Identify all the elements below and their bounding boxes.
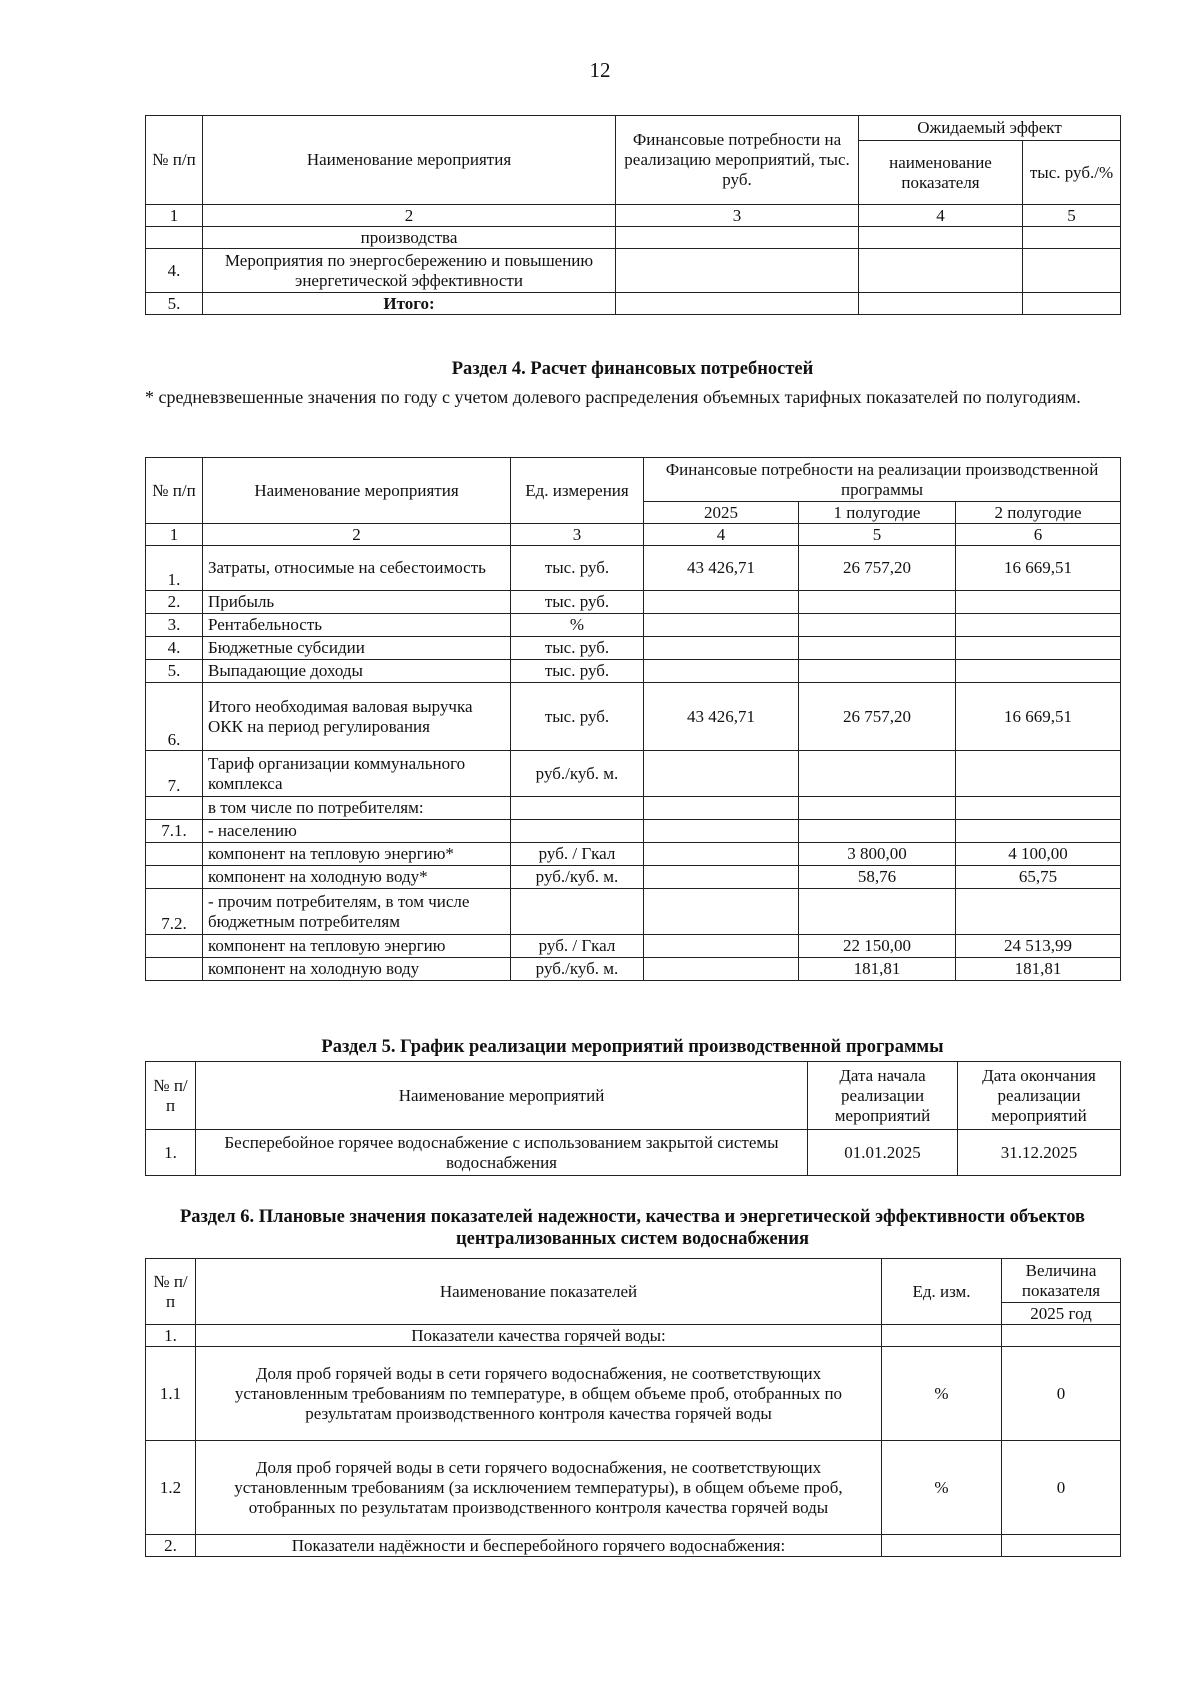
row-name: производства <box>203 227 616 249</box>
col-number: 2 <box>203 205 616 227</box>
row-num: 7.2. <box>146 889 203 935</box>
header-name: Наименование показателей <box>196 1259 882 1325</box>
cell-empty <box>859 227 1023 249</box>
cell-empty <box>1023 227 1121 249</box>
row-unit: % <box>882 1441 1002 1535</box>
row-unit: руб. / Гкал <box>511 843 644 866</box>
col-number: 4 <box>859 205 1023 227</box>
row-half2: 4 100,00 <box>956 843 1121 866</box>
row-half1: 181,81 <box>799 958 956 981</box>
table-row <box>146 293 1121 315</box>
row-num <box>146 958 203 981</box>
header-name: Наименование мероприятий <box>196 1062 808 1130</box>
table-row <box>146 637 1121 660</box>
row-start-date: 01.01.2025 <box>808 1130 958 1176</box>
col-number: 3 <box>616 205 859 227</box>
table-schedule <box>145 1061 1121 1176</box>
header-num: № п/п <box>146 116 203 205</box>
row-name: Доля проб горячей воды в сети горячего водоснабжения, не соответствующих установленным требованиям по температуре, в общем объеме проб, отобранных по результатам производственного контроля качества горячей воды <box>196 1347 882 1441</box>
row-half1 <box>799 889 956 935</box>
row-name: Рентабельность <box>203 614 511 637</box>
row-unit: % <box>882 1347 1002 1441</box>
row-half2 <box>956 660 1121 683</box>
row-num: 7.1. <box>146 820 203 843</box>
cell-empty <box>616 249 859 293</box>
table-row <box>146 1535 1121 1557</box>
row-name: - прочим потребителям, в том числе бюджетным потребителям <box>203 889 511 935</box>
row-unit: руб./куб. м. <box>511 751 644 797</box>
table-row <box>146 751 1121 797</box>
row-2025 <box>644 660 799 683</box>
row-half1 <box>799 820 956 843</box>
row-half1: 26 757,20 <box>799 683 956 751</box>
row-name: компонент на тепловую энергию* <box>203 843 511 866</box>
row-half1: 3 800,00 <box>799 843 956 866</box>
row-unit <box>882 1535 1002 1557</box>
col-number: 1 <box>146 205 203 227</box>
col-number: 1 <box>146 524 203 546</box>
row-value: 0 <box>1002 1441 1121 1535</box>
table-row <box>146 1130 1121 1176</box>
row-2025 <box>644 797 799 820</box>
row-half2 <box>956 889 1121 935</box>
row-half1 <box>799 637 956 660</box>
row-total-label: Итого: <box>203 293 616 315</box>
row-unit: тыс. руб. <box>511 660 644 683</box>
header-unit: Ед. изм. <box>882 1259 1002 1325</box>
row-name: Итого необходимая валовая выручка ОКК на период регулирования <box>203 683 511 751</box>
cell-empty <box>859 293 1023 315</box>
row-unit <box>511 820 644 843</box>
row-half2: 16 669,51 <box>956 546 1121 591</box>
row-half1: 22 150,00 <box>799 935 956 958</box>
table-row <box>146 1325 1121 1347</box>
header-unit: Ед. измерения <box>511 458 644 524</box>
row-unit: руб./куб. м. <box>511 958 644 981</box>
row-half1 <box>799 614 956 637</box>
row-unit <box>882 1325 1002 1347</box>
row-num: 4. <box>146 637 203 660</box>
table-row <box>146 660 1121 683</box>
row-name: компонент на холодную воду <box>203 958 511 981</box>
row-half1 <box>799 591 956 614</box>
cell-empty <box>859 249 1023 293</box>
row-num: 6. <box>146 683 203 751</box>
row-name: Бесперебойное горячее водоснабжение с использованием закрытой системы водоснабжения <box>196 1130 808 1176</box>
row-name: Выпадающие доходы <box>203 660 511 683</box>
row-half2: 65,75 <box>956 866 1121 889</box>
row-name: Затраты, относимые на себестоимость <box>203 546 511 591</box>
table-row <box>146 546 1121 591</box>
col-number: 6 <box>956 524 1121 546</box>
cell-empty <box>1023 249 1121 293</box>
row-name: компонент на тепловую энергию <box>203 935 511 958</box>
header-name: Наименование мероприятия <box>203 458 511 524</box>
col-number: 4 <box>644 524 799 546</box>
table-row <box>146 935 1121 958</box>
row-num: 1. <box>146 1130 196 1176</box>
row-half2 <box>956 637 1121 660</box>
row-2025 <box>644 591 799 614</box>
row-2025 <box>644 889 799 935</box>
header-half2: 2 полугодие <box>956 502 1121 524</box>
row-unit: % <box>511 614 644 637</box>
table-row <box>146 820 1121 843</box>
row-unit: руб. / Гкал <box>511 935 644 958</box>
row-unit: тыс. руб. <box>511 683 644 751</box>
header-finance: Финансовые потребности на реализацию мероприятий, тыс. руб. <box>616 116 859 205</box>
row-value <box>1002 1325 1121 1347</box>
table-row <box>146 958 1121 981</box>
row-2025: 43 426,71 <box>644 683 799 751</box>
row-value: 0 <box>1002 1347 1121 1441</box>
table-row <box>146 1347 1121 1441</box>
row-num <box>146 227 203 249</box>
row-half1: 58,76 <box>799 866 956 889</box>
row-name: - населению <box>203 820 511 843</box>
header-num: № п/п <box>146 1259 196 1325</box>
col-number: 5 <box>1023 205 1121 227</box>
row-num <box>146 843 203 866</box>
table-row <box>146 683 1121 751</box>
header-name: Наименование мероприятия <box>203 116 616 205</box>
row-half1 <box>799 751 956 797</box>
row-unit <box>511 889 644 935</box>
row-2025 <box>644 958 799 981</box>
row-half2 <box>956 797 1121 820</box>
row-num: 1. <box>146 546 203 591</box>
table-row <box>146 227 1121 249</box>
table-row <box>146 591 1121 614</box>
table-measures-continued <box>145 115 1121 315</box>
section5-title: Раздел 5. График реализации мероприятий производственной программы <box>321 1037 944 1057</box>
row-num <box>146 866 203 889</box>
header-num: № п/п <box>146 458 203 524</box>
row-value <box>1002 1535 1121 1557</box>
row-half1: 26 757,20 <box>799 546 956 591</box>
row-num <box>146 935 203 958</box>
row-2025 <box>644 866 799 889</box>
row-num: 3. <box>146 614 203 637</box>
row-half2: 24 513,99 <box>956 935 1121 958</box>
row-num: 2. <box>146 591 203 614</box>
table-indicators <box>145 1258 1121 1557</box>
row-num: 1.2 <box>146 1441 196 1535</box>
table-financial-needs <box>145 457 1121 981</box>
header-num: № п/п <box>146 1062 196 1130</box>
row-half1 <box>799 660 956 683</box>
table-row <box>146 1441 1121 1535</box>
row-end-date: 31.12.2025 <box>958 1130 1121 1176</box>
row-unit: тыс. руб. <box>511 546 644 591</box>
header-year: 2025 год <box>1002 1303 1121 1325</box>
table-row <box>146 797 1121 820</box>
table-row <box>146 614 1121 637</box>
row-unit: тыс. руб. <box>511 637 644 660</box>
header-value: тыс. руб./% <box>1023 141 1121 205</box>
header-finance: Финансовые потребности на реализации производственной программы <box>644 458 1121 502</box>
row-2025 <box>644 751 799 797</box>
row-name: Показатели качества горячей воды: <box>196 1325 882 1347</box>
table-row <box>146 889 1121 935</box>
header-2025: 2025 <box>644 502 799 524</box>
row-2025 <box>644 843 799 866</box>
row-num: 7. <box>146 751 203 797</box>
row-num: 5. <box>146 293 203 315</box>
row-unit: тыс. руб. <box>511 591 644 614</box>
row-2025 <box>644 935 799 958</box>
col-number: 5 <box>799 524 956 546</box>
header-half1: 1 полугодие <box>799 502 956 524</box>
row-2025 <box>644 820 799 843</box>
header-indicator: наименование показателя <box>859 141 1023 205</box>
cell-empty <box>616 227 859 249</box>
row-name: Показатели надёжности и бесперебойного горячего водоснабжения: <box>196 1535 882 1557</box>
row-half2 <box>956 820 1121 843</box>
row-name: Доля проб горячей воды в сети горячего водоснабжения, не соответствующих установленным требованиям (за исключением температуры), в общем объеме проб, отобранных по результатам производственного контроля качества горячей воды <box>196 1441 882 1535</box>
row-2025 <box>644 614 799 637</box>
row-2025: 43 426,71 <box>644 546 799 591</box>
row-num <box>146 797 203 820</box>
row-name: в том числе по потребителям: <box>203 797 511 820</box>
table-row <box>146 249 1121 293</box>
cell-empty <box>1023 293 1121 315</box>
row-2025 <box>644 637 799 660</box>
section4-title: Раздел 4. Расчет финансовых потребностей <box>451 359 814 379</box>
table-row <box>146 866 1121 889</box>
row-half2: 16 669,51 <box>956 683 1121 751</box>
header-end-date: Дата окончания реализации мероприятий <box>958 1062 1121 1130</box>
row-name: Прибыль <box>203 591 511 614</box>
row-num: 4. <box>146 249 203 293</box>
section6-title: Раздел 6. Плановые значения показателей надежности, качества и энергетической эффективности объектов централизованных систем водоснабжения <box>179 1207 1085 1249</box>
row-unit <box>511 797 644 820</box>
cell-empty <box>616 293 859 315</box>
row-half2: 181,81 <box>956 958 1121 981</box>
row-name: Тариф организации коммунального комплекса <box>203 751 511 797</box>
col-number: 2 <box>203 524 511 546</box>
header-value: Величина показателя <box>1002 1259 1121 1303</box>
header-start-date: Дата начала реализации мероприятий <box>808 1062 958 1130</box>
row-half2 <box>956 751 1121 797</box>
row-unit: руб./куб. м. <box>511 866 644 889</box>
header-effect: Ожидаемый эффект <box>859 116 1121 141</box>
row-num: 1. <box>146 1325 196 1347</box>
row-half2 <box>956 614 1121 637</box>
table-row <box>146 843 1121 866</box>
page-number: 12 <box>589 58 611 82</box>
row-num: 1.1 <box>146 1347 196 1441</box>
row-name: компонент на холодную воду* <box>203 866 511 889</box>
row-half2 <box>956 591 1121 614</box>
row-num: 5. <box>146 660 203 683</box>
col-number: 3 <box>511 524 644 546</box>
row-name: Мероприятия по энергосбережению и повышению энергетической эффективности <box>203 249 616 293</box>
row-half1 <box>799 797 956 820</box>
row-num: 2. <box>146 1535 196 1557</box>
row-name: Бюджетные субсидии <box>203 637 511 660</box>
section4-note: * средневзвешенные значения по году с учетом долевого распределения объемных тарифных показателей по полугодиям. <box>145 387 1081 407</box>
